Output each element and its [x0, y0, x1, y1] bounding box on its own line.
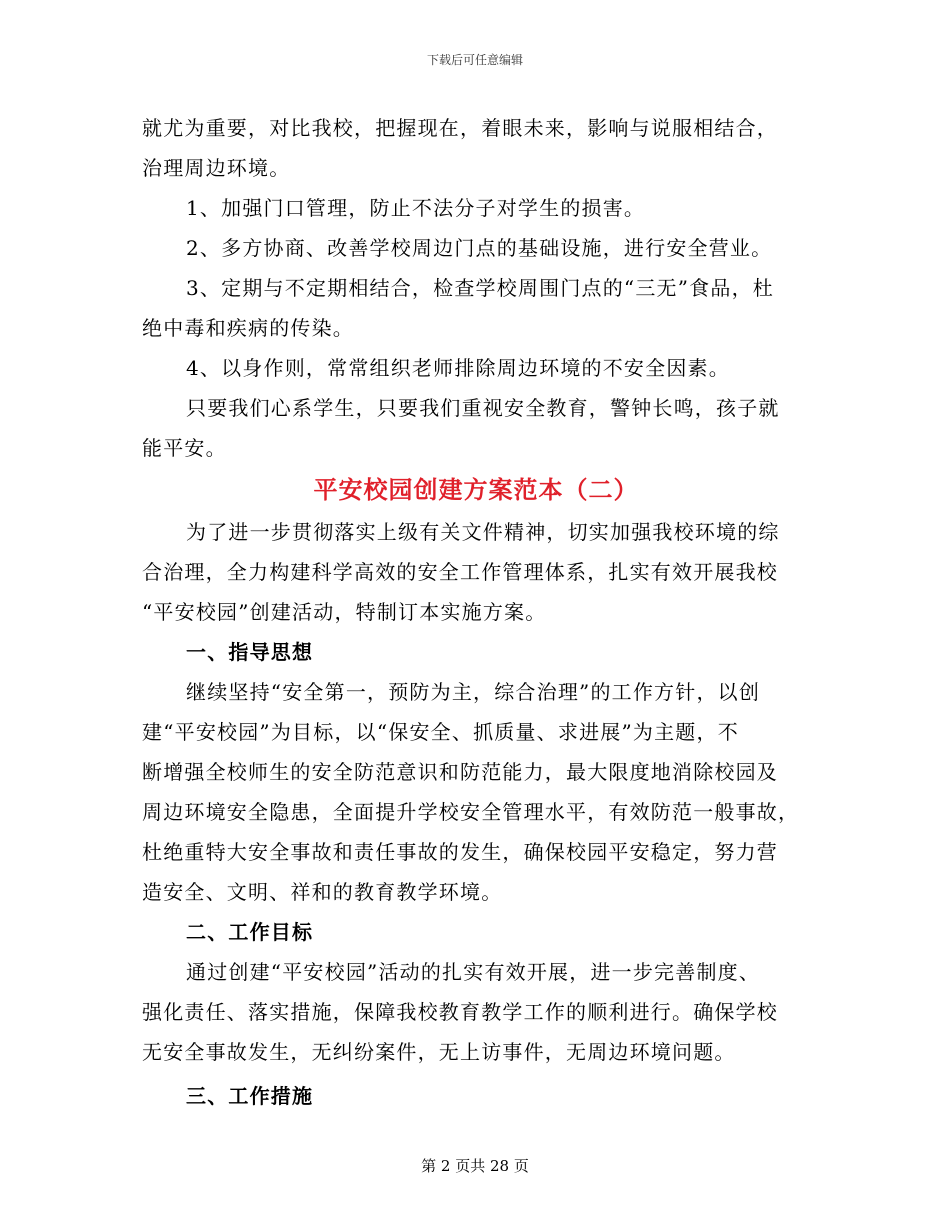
- paragraph-line: 造安全、文明、祥和的教育教学环境。: [142, 880, 503, 904]
- paragraph-line: 建“平安校园”为目标，以“保安全、抓质量、求进展”为主题，不: [142, 720, 739, 744]
- list-item: 3、定期与不定期相结合，检查学校周围门点的“三无”食品，杜: [186, 276, 774, 300]
- paragraph-line: 治理周边环境。: [142, 156, 291, 180]
- paragraph-line: 为了进一步贯彻落实上级有关文件精神，切实加强我校环境的综: [186, 520, 780, 544]
- paragraph-line: 就尤为重要，对比我校，把握现在，着眼未来，影响与说服相结合，: [142, 116, 778, 140]
- list-item: 1、加强门口管理，防止不法分子对学生的损害。: [186, 196, 646, 220]
- heading-work-measures: 三、工作措施: [186, 1084, 314, 1108]
- heading-guiding-ideology: 一、指导思想: [186, 640, 314, 664]
- paragraph-line: 合治理，全力构建科学高效的安全工作管理体系，扎实有效开展我校: [142, 560, 778, 584]
- list-item: 2、多方协商、改善学校周边门点的基础设施，进行安全营业。: [186, 236, 773, 260]
- paragraph-line: 通过创建“平安校园”活动的扎实有效开展，进一步完善制度、: [186, 960, 761, 984]
- paragraph-line: 继续坚持“安全第一，预防为主，综合治理”的工作方针，以创: [186, 680, 761, 704]
- heading-work-goals: 二、工作目标: [186, 920, 314, 944]
- paragraph-line: 强化责任、落实措施，保障我校教育教学工作的顺利进行。确保学校: [142, 1000, 778, 1024]
- paragraph-line: 能平安。: [142, 436, 227, 460]
- list-item-continuation: 绝中毒和疾病的传染。: [142, 316, 354, 340]
- paragraph-line: 周边环境安全隐患，全面提升学校安全管理水平，有效防范一般事故，: [142, 800, 800, 824]
- paragraph-line: 只要我们心系学生，只要我们重视安全教育，警钟长鸣，孩子就: [186, 396, 780, 420]
- paragraph-line: 无安全事故发生，无纠纷案件，无上访事件，无周边环境问题。: [142, 1040, 736, 1064]
- page-footer: 第 2 页共 28 页: [421, 1157, 529, 1175]
- paragraph-line: 断增强全校师生的安全防范意识和防范能力，最大限度地消除校园及: [142, 760, 778, 784]
- paragraph-line: “平安校园”创建活动，特制订本实施方案。: [142, 600, 547, 624]
- list-item: 4、以身作则，常常组织老师排除周边环境的不安全因素。: [186, 356, 730, 380]
- page-header: 下载后可任意编辑: [426, 53, 523, 67]
- section-title: 平安校园创建方案范本（二）: [313, 475, 639, 504]
- document-body: [142, 108, 810, 1116]
- paragraph-line: 杜绝重特大安全事故和责任事故的发生，确保校园平安稳定，努力营: [142, 840, 778, 864]
